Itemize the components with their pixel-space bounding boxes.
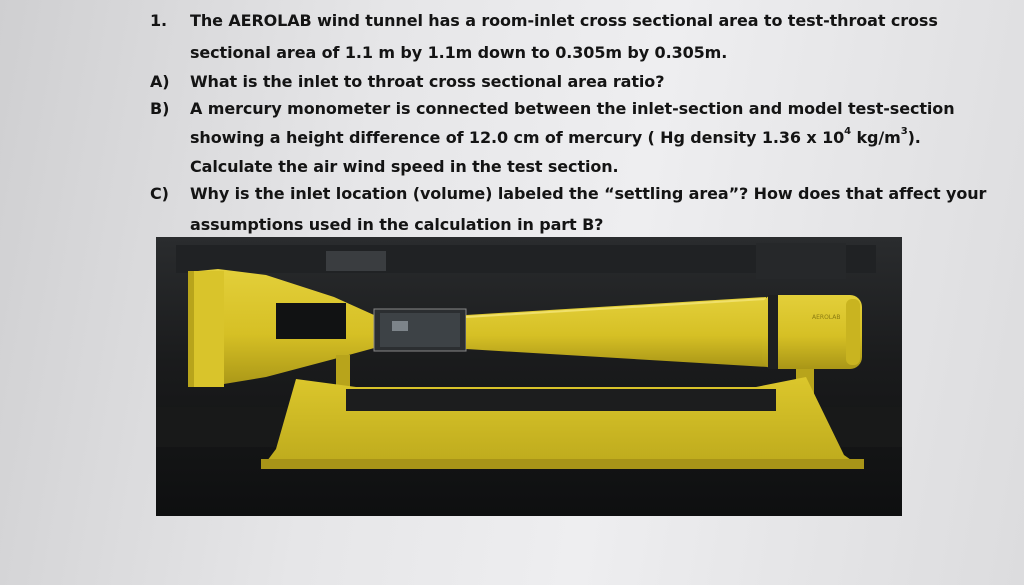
part-b-line-1: A mercury monometer is connected between the inlet-section and model test-section: [190, 99, 955, 118]
background-equipment: [756, 243, 846, 279]
inlet-dark-panel: [276, 303, 346, 339]
part-a-line-1: What is the inlet to throat cross sectional area ratio?: [190, 72, 665, 91]
question-1-marker: 1.: [150, 11, 168, 30]
test-model: [392, 321, 408, 331]
part-b-line-2-before: showing a height difference of 12.0 cm of mercury ( Hg density 1.36 x 10: [190, 128, 845, 147]
fan-housing-endcap: [846, 299, 860, 365]
density-exponent: 4: [844, 126, 852, 137]
fan-housing-seam: [768, 295, 778, 369]
part-c-line-2: assumptions used in the calculation in part B?: [190, 215, 604, 234]
question-1-line-2: sectional area of 1.1 m by 1.1m down to 0.305m by 0.305m.: [190, 43, 728, 62]
unit-exponent: 3: [900, 126, 908, 137]
part-c-line-1: Why is the inlet location (volume) labeled the “settling area”? How does that affect your: [190, 184, 987, 203]
part-c-marker: C): [150, 184, 169, 203]
part-b-line-2-middle: kg/m: [851, 128, 901, 147]
part-a-marker: A): [150, 72, 170, 91]
base-frame-foot: [261, 459, 864, 469]
base-frame-opening: [346, 389, 776, 411]
part-b-line-3: Calculate the air wind speed in the test section.: [190, 157, 619, 176]
wind-tunnel-illustration: [156, 237, 902, 516]
wind-tunnel-photo: [156, 237, 902, 516]
fan-housing-label: AEROLAB: [812, 314, 841, 321]
inlet-edge: [188, 271, 194, 387]
part-b-marker: B): [150, 99, 170, 118]
question-1-line-1: The AEROLAB wind tunnel has a room-inlet cross sectional area to test-throat cross: [190, 11, 938, 30]
part-b-line-2: [190, 123, 950, 152]
part-b-line-2-after: ).: [907, 128, 921, 147]
background-sign: [326, 251, 386, 271]
